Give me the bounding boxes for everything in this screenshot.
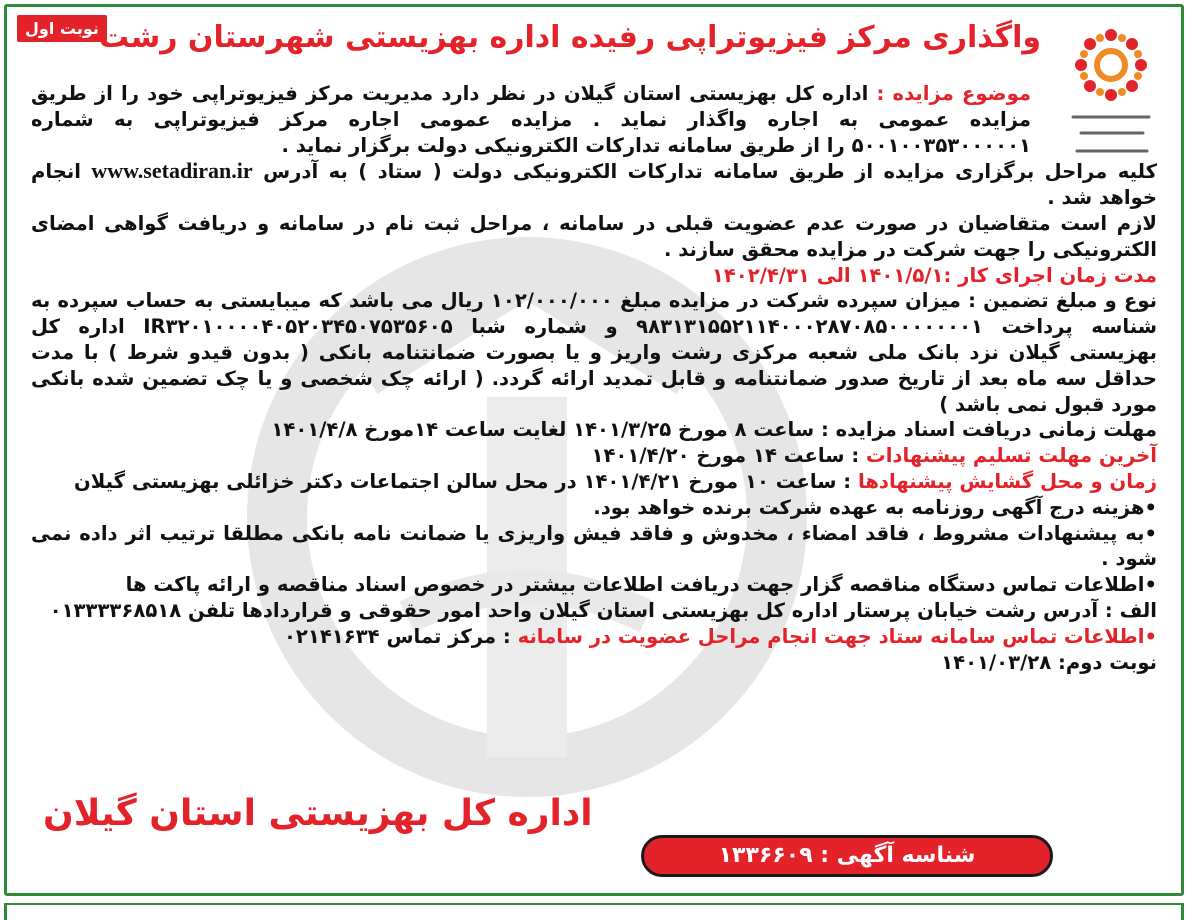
opening-label: زمان و محل گشایش پیشنهادها — [857, 469, 1157, 493]
setad-contact-label: •اطلاعات تماس سامانه ستاد جهت انجام مراحل عضویت در سامانه — [517, 624, 1157, 648]
ad-title: واگذاری مرکز فیزیوتراپی رفیده اداره بهزیستی شهرستان رشت — [98, 20, 1041, 55]
ad-id-badge: شناسه آگهی : ۱۳۳۶۶۰۹ — [641, 835, 1053, 877]
second-round-line: نوبت دوم: ۱۴۰۱/۰۳/۲۸ — [941, 650, 1157, 674]
process-text: کلیه مراحل برگزاری مزایده از طریق سامانه تدارکات الکترونیکی دولت ( ستاد ) به آدرس — [252, 160, 1158, 184]
first-round-badge: نوبت اول — [17, 15, 107, 42]
subject-text: اداره کل بهزیستی استان گیلان در نظر دارد مدیریت مرکز فیزیوتراپی خود را از طریق مزایده عمومی به اجاره واگذار نماید . مزایده عمومی اجاره مرکز فیزیوتراپی به شماره ۵۰۰۱۰۰۳۵۳۰۰۰۰۰۱ را از طریق سامانه تدارکات الکترونیکی دولت برگزار نماید . — [31, 82, 1031, 157]
address-line: الف : آدرس رشت خیابان پرستار اداره کل بهزیستی استان گیلان واحد امور حقوقی و قراردادها تلفن ۰۱۳۳۳۳۶۸۵۱۸ — [49, 598, 1157, 622]
setad-contact-line — [31, 624, 1157, 650]
setad-contact-value: : مرکز تماس ۰۲۱۴۱۶۳۴ — [283, 624, 518, 648]
duration-line: مدت زمان اجرای کار :۱۴۰۱/۵/۱ الی ۱۴۰۲/۴/۳۱ — [711, 263, 1157, 287]
opening-value: : ساعت ۱۰ مورخ ۱۴۰۱/۴/۲۱ در محل سالن اجتماعات دکتر خزائلی بهزیستی گیلان — [74, 469, 858, 493]
subject-label: موضوع مزایده : — [876, 82, 1031, 105]
guarantee-paragraph: نوع و مبلغ تضمین : میزان سپرده شرکت در مزایده مبلغ ۱۰۲/۰۰۰/۰۰۰ ریال می باشد که میبایستی به حساب سپرده به شناسه پرداخت ۹۸۳۱۳۱۵۵۲۱۱۴۰۰۰۲۸۷۰۸۵۰۰۰۰۰۰۰۱ و شماره شبا IR۳۲۰۱۰۰۰۰۴۰۵۲۰۳۴۵۰۷۵۳۵۶۰۵ اداره کل بهزیستی گیلان نزد بانک ملی شعبه مرکزی رشت واریز و یا بصورت ضمانتنامه بانکی ( بدون قیدو شرط ) با مدت حداقل سه ماه بعد از تاریخ صدور ضمانتنامه و قابل تمدید ارائه گردد. ( ارائه چک شخصی و یا چک تضمین شده بانکی مورد قبول نمی باشد ) — [31, 289, 1158, 416]
bullet-cost: •هزینه درج آگهی روزنامه به عهده شرکت برنده خواهد بود. — [593, 495, 1157, 519]
next-ad-border — [4, 903, 1184, 920]
deadline-value: : ساعت ۱۴ مورخ ۱۴۰۱/۴/۲۰ — [591, 444, 866, 468]
registration-paragraph: لازم است متقاضیان در صورت عدم عضویت قبلی در سامانه ، مراحل ثبت نام در سامانه و دریافت گواهی امضای الکترونیکی را جهت شرکت در مزایده محقق سازند . — [31, 211, 1157, 261]
deadline-line — [31, 443, 1157, 469]
deadline-docs-line: مهلت زمانی دریافت اسناد مزایده : ساعت ۸ مورخ ۱۴۰۱/۳/۲۵ لغایت ساعت ۱۴مورخ ۱۴۰۱/۴/۸ — [271, 418, 1157, 442]
process-paragraph — [31, 158, 1157, 211]
process-end: انجام خواهد شد . — [31, 160, 1157, 210]
ad-frame — [4, 4, 1184, 896]
deadline-label: آخرین مهلت تسلیم پیشنهادات — [866, 444, 1157, 468]
bullet-conditional: •به پیشنهادات مشروط ، فاقد امضاء ، مخدوش و فاقد فیش واریزی یا ضمانت نامه بانکی مطلقا ترتیب اثر داده نمی شود . — [31, 521, 1157, 571]
subject-paragraph — [31, 81, 1031, 158]
bullet-contact: •اطلاعات تماس دستگاه مناقصه گزار جهت دریافت اطلاعات بیشتر در خصوص اسناد مناقصه و ارائه پاکت ها — [125, 573, 1157, 597]
ad-body — [31, 81, 1157, 675]
opening-line — [31, 469, 1157, 495]
setad-website-link[interactable]: www.setadiran.ir — [91, 158, 253, 184]
organization-signature: اداره کل بهزیستی استان گیلان — [43, 793, 593, 834]
